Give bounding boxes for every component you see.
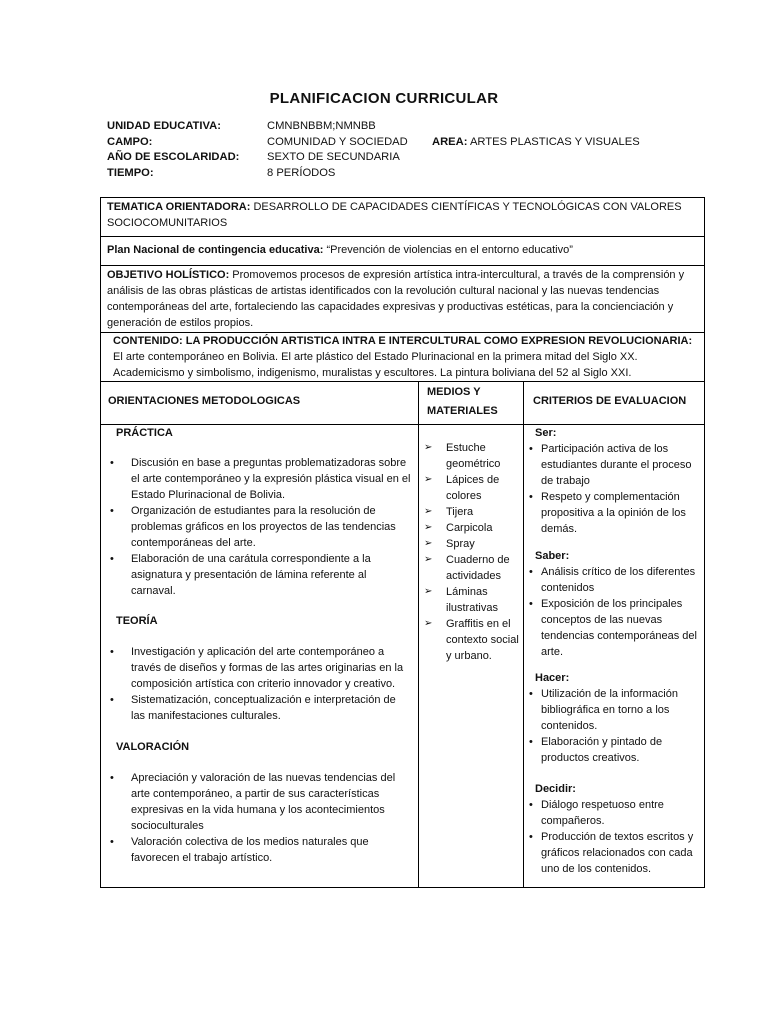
criterios-column [527, 425, 701, 877]
list-item: • Investigación y aplicación del arte contemporáneo a través de diseños y formas de las artes originarias en la composición artística con criterio innovador y creativo. [106, 644, 411, 692]
list-item: ➢ Spray [420, 536, 520, 552]
orientaciones-column [106, 425, 411, 866]
objetivo-box [100, 265, 705, 332]
plan-text: “Prevención de violencias en el entorno educativo” [326, 244, 573, 256]
tematica-label: TEMATICA ORIENTADORA: [107, 201, 251, 213]
list-item: • Elaboración de una carátula correspondiente a la asignatura y presentación de lámina referente al carnaval. [106, 551, 411, 599]
header-medios-line1: MEDIOS Y [427, 386, 481, 398]
tiempo-value: 8 PERÍODOS [267, 166, 336, 179]
practica-heading: PRÁCTICA [116, 427, 173, 439]
column-divider [523, 382, 524, 887]
anio-label: AÑO DE ESCOLARIDAD: [107, 151, 240, 163]
objetivo-label: OBJETIVO HOLÍSTICO: [107, 269, 230, 281]
valoracion-list [106, 770, 411, 866]
list-item: • Respeto y complementación propositiva a la opinión de los demás. [527, 489, 701, 537]
list-item: • Exposición de los principales conceptos de las nuevas tendencias contemporáneas del arte. [527, 596, 701, 660]
list-item: • Producción de textos escritos y gráficos relacionados con cada uno de los contenidos. [527, 829, 701, 877]
decidir-list [527, 797, 701, 877]
list-item: • Utilización de la información bibliográfica en torno a los contenidos. [527, 686, 701, 734]
medios-list [420, 440, 520, 664]
contenido-box [100, 332, 705, 381]
list-item: • Análisis crítico de los diferentes contenidos [527, 564, 701, 596]
anio-value: SEXTO DE SECUNDARIA [267, 151, 400, 163]
list-item: • Apreciación y valoración de las nuevas tendencias del arte contemporáneo, a partir de sus características expresivas en la vida humana y los acontecimientos socioculturales [106, 770, 411, 834]
saber-heading: Saber: [535, 550, 570, 562]
objetivo-text: Promovemos procesos de expresión artística intra-intercultural, a través de la comprensión y análisis de las obras plásticas de artistas identificados con la revolución cultural nacional y las nuevas tendencias contemporáneas del arte, fortaleciendo las capacidades expresivas y productivas estéticas, para la concienciación y generación de estilos propios. [107, 269, 685, 329]
ser-heading: Ser: [535, 427, 557, 439]
area-field [432, 135, 640, 151]
planning-table [100, 381, 705, 888]
list-item: • Sistematización, conceptualización e interpretación de las manifestaciones culturales. [106, 692, 411, 724]
area-value: ARTES PLASTICAS Y VISUALES [469, 135, 640, 148]
contenido-text: El arte contemporáneo en Bolivia. El arte plástico del Estado Plurinacional en la primera mitad del Siglo XX. Academicismo y simbolismo, indigenismo, muralistas y escultores. La pintura boliviana del 52 al Siglo XXI. [113, 351, 638, 379]
practica-list [106, 455, 411, 599]
list-item: ➢ Graffitis en el contexto social y urbano. [420, 616, 520, 664]
medios-column [420, 440, 520, 664]
teoria-heading: TEORÍA [116, 615, 158, 627]
list-item: ➢ Tijera [420, 504, 520, 520]
list-item: ➢ Láminas ilustrativas [420, 584, 520, 616]
list-item: ➢ Carpicola [420, 520, 520, 536]
header-criterios: CRITERIOS DE EVALUACION [533, 395, 687, 407]
header-medios [427, 383, 498, 421]
list-item: • Valoración colectiva de los medios naturales que favorecen el trabajo artístico. [106, 834, 411, 866]
header-orientaciones: ORIENTACIONES METODOLOGICAS [108, 395, 301, 407]
hacer-heading: Hacer: [535, 672, 570, 684]
campo-value: COMUNIDAD Y SOCIEDAD [267, 135, 408, 148]
ser-list [527, 441, 701, 537]
unidad-value: CMNBNBBM;NMNBB [267, 120, 376, 132]
list-item: ➢ Lápices de colores [420, 472, 520, 504]
tematica-box [100, 197, 705, 236]
contenido-label: CONTENIDO: LA PRODUCCIÓN ARTISTICA INTRA E INTERCULTURAL COMO EXPRESION REVOLUCIONARIA: [113, 335, 693, 347]
area-label: AREA: [432, 135, 468, 148]
valoracion-heading: VALORACIÓN [116, 741, 190, 753]
hacer-list [527, 686, 701, 766]
list-item: ➢ Cuaderno de actividades [420, 552, 520, 584]
campo-label: CAMPO: [107, 135, 153, 148]
tiempo-label: TIEMPO: [107, 166, 154, 179]
list-item: • Discusión en base a preguntas problematizadoras sobre el arte contemporáneo y la expresión plástica visual en el Estado Plurinacional de Bolivia. [106, 455, 411, 503]
list-item: • Organización de estudiantes para la resolución de problemas gráficos en los proyectos de las tendencias contemporáneas del arte. [106, 503, 411, 551]
page-title: PLANIFICACION CURRICULAR [269, 90, 499, 107]
column-divider [418, 382, 419, 887]
saber-list [527, 564, 701, 660]
list-item: • Elaboración y pintado de productos creativos. [527, 734, 701, 766]
list-item: • Diálogo respetuoso entre compañeros. [527, 797, 701, 829]
teoria-list [106, 644, 411, 724]
list-item: ➢ Estuche geométrico [420, 440, 520, 472]
plan-box [100, 236, 705, 265]
tematica-text: DESARROLLO DE CAPACIDADES CIENTÍFICAS Y TECNOLÓGICAS CON VALORES SOCIOCOMUNITARIOS [107, 201, 682, 229]
unidad-label: UNIDAD EDUCATIVA: [107, 120, 221, 132]
plan-label: Plan Nacional de contingencia educativa: [107, 244, 324, 256]
header-medios-line2: MATERIALES [427, 405, 498, 417]
list-item: • Participación activa de los estudiantes durante el proceso de trabajo [527, 441, 701, 489]
decidir-heading: Decidir: [535, 783, 576, 795]
